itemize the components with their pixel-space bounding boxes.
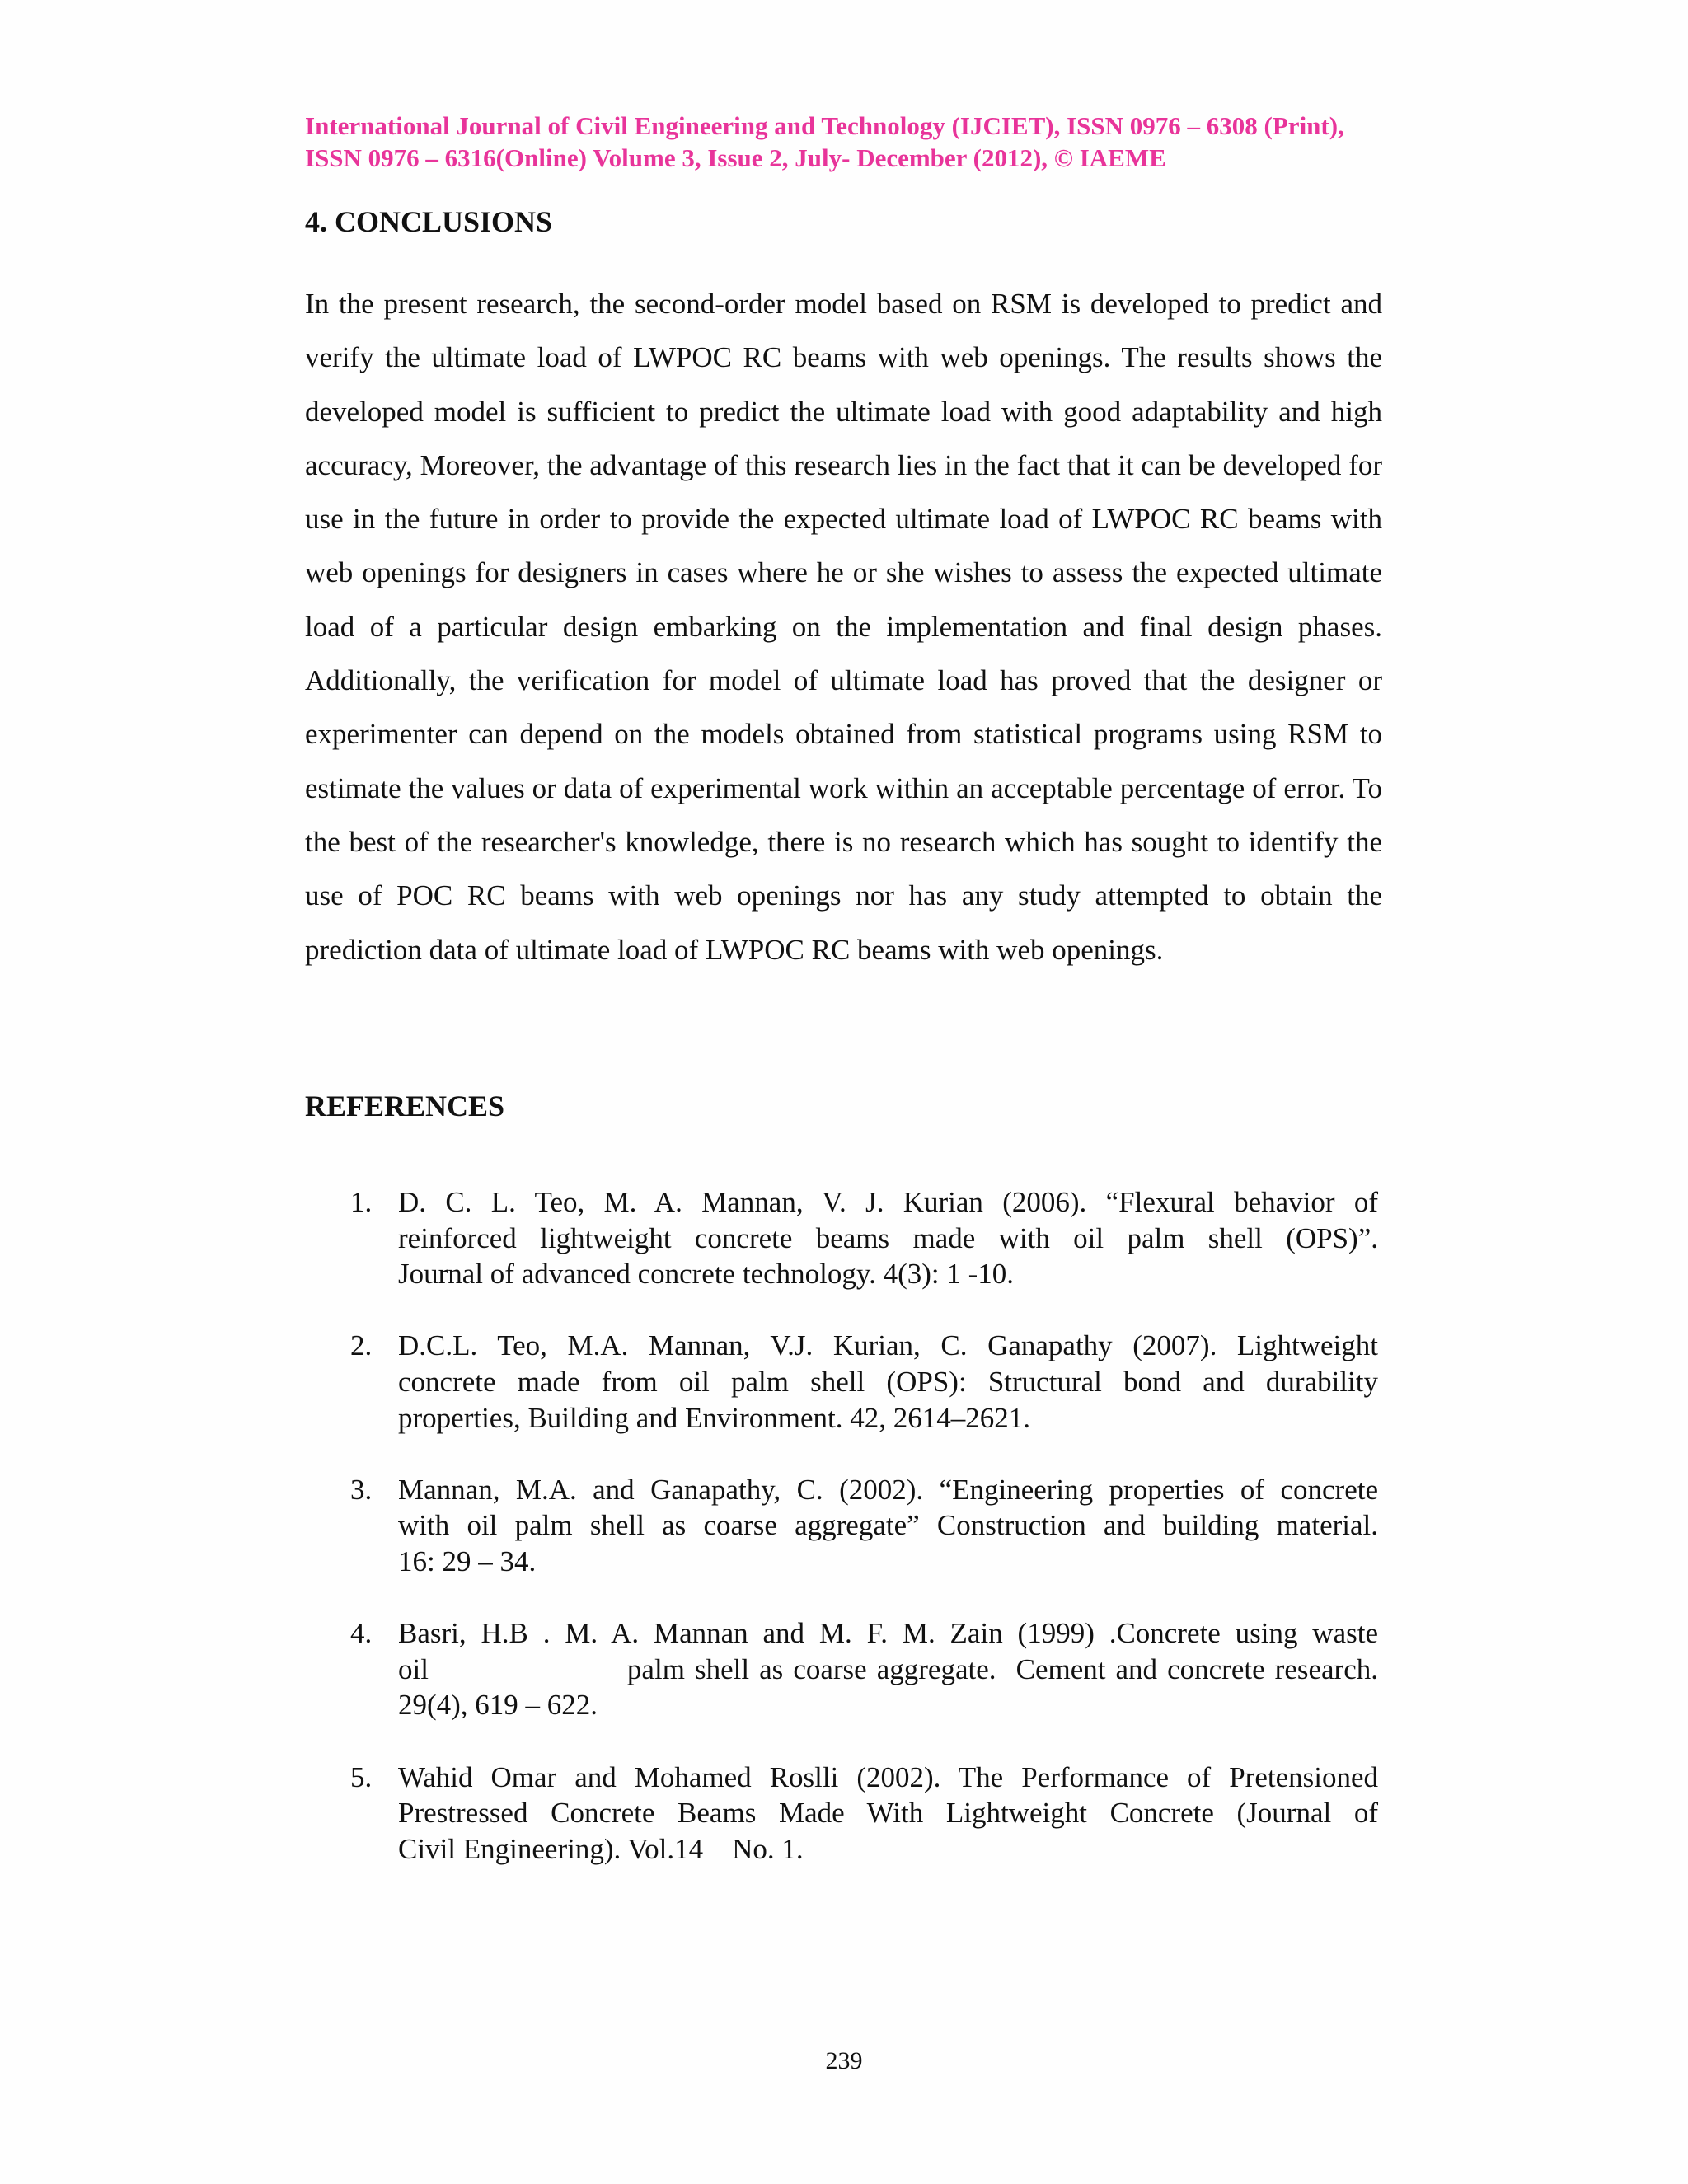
journal-header — [305, 110, 1385, 174]
reference-text-line: properties, Building and Environment. 42, 2614–2621. — [398, 1401, 1030, 1434]
reference-text-line: Basri, H.B . M. A. Mannan and M. F. M. Zain (1999) .Concrete using waste — [398, 1617, 1378, 1650]
reference-text-line: 29(4), 619 – 622. — [398, 1689, 598, 1722]
journal-header-line-2: ISSN 0976 – 6316(Online) Volume 3, Issue 2, July- December (2012), © IAEME — [305, 143, 1166, 172]
reference-item-1 — [305, 1184, 1378, 1292]
reference-item-5 — [305, 1760, 1378, 1868]
reference-number: 1. — [350, 1186, 373, 1218]
reference-text-line: Wahid Omar and Mohamed Roslli (2002). The Performance of Pretensioned — [398, 1760, 1378, 1793]
reference-text-line: Mannan, M.A. and Ganapathy, C. (2002). “Engineering properties of concrete — [398, 1473, 1378, 1506]
reference-item-3 — [305, 1472, 1378, 1580]
reference-text-line: concrete made from oil palm shell (OPS): Structural bond and durability — [398, 1365, 1378, 1398]
conclusions-heading: 4. CONCLUSIONS — [305, 205, 553, 238]
reference-text-line: Prestressed Concrete Beams Made With Lightweight Concrete (Journal of — [398, 1797, 1378, 1830]
reference-text-line: D.C.L. Teo, M.A. Mannan, V.J. Kurian, C. Ganapathy (2007). Lightweight — [398, 1329, 1378, 1362]
journal-header-line-1: International Journal of Civil Engineering and Technology (IJCIET), ISSN 0976 – 6308 (Print), — [305, 111, 1344, 140]
reference-number: 4. — [350, 1617, 373, 1650]
reference-text-line: Journal of advanced concrete technology. 4(3): 1 -10. — [398, 1258, 1015, 1291]
references-heading: REFERENCES — [305, 1090, 505, 1122]
reference-item-2 — [305, 1328, 1378, 1436]
reference-number: 3. — [350, 1473, 373, 1506]
reference-item-4 — [305, 1615, 1378, 1723]
page-number: 239 — [825, 2047, 863, 2074]
reference-text-line: 16: 29 – 34. — [398, 1544, 537, 1577]
reference-text-line: reinforced lightweight concrete beams made with oil palm shell (OPS)”. — [398, 1221, 1378, 1254]
references-list — [305, 1184, 1378, 1903]
reference-text-line: Civil Engineering). Vol.14 No. 1. — [398, 1832, 804, 1865]
reference-number: 2. — [350, 1329, 373, 1362]
reference-text-line: D. C. L. Teo, M. A. Mannan, V. J. Kurian (2006). “Flexural behavior of — [398, 1186, 1378, 1218]
reference-number: 5. — [350, 1760, 373, 1793]
reference-text-line: with oil palm shell as coarse aggregate” Construction and building material. — [398, 1509, 1378, 1542]
conclusions-paragraph: In the present research, the second-order model based on RSM is developed to predict and verify the ultimate load of LWPOC RC beams with web openings. The results shows the developed model is sufficient to predict the ultimate load with good adaptability and high accuracy, Moreover, the advantage of this research lies in the fact that it can be developed for use in the future in order to provide the expected ultimate load of LWPOC RC beams with web openings for designers in cases where he or she wishes to assess the expected ultimate load of a particular design embarking on the implementation and final design phases. Additionally, the verification for model of ultimate load has proved that the designer or experimenter can depend on the models obtained from statistical programs using RSM to estimate the values or data of experimental work within an acceptable percentage of error. To the best of the researcher's knowledge, there is no research which has sought to identify the use of POC RC beams with web openings nor has any study attempted to obtain the prediction data of ultimate load of LWPOC RC beams with web openings. — [305, 288, 1382, 966]
reference-text-line: oil palm shell as coarse aggregate. Cement and concrete research. — [398, 1652, 1378, 1685]
